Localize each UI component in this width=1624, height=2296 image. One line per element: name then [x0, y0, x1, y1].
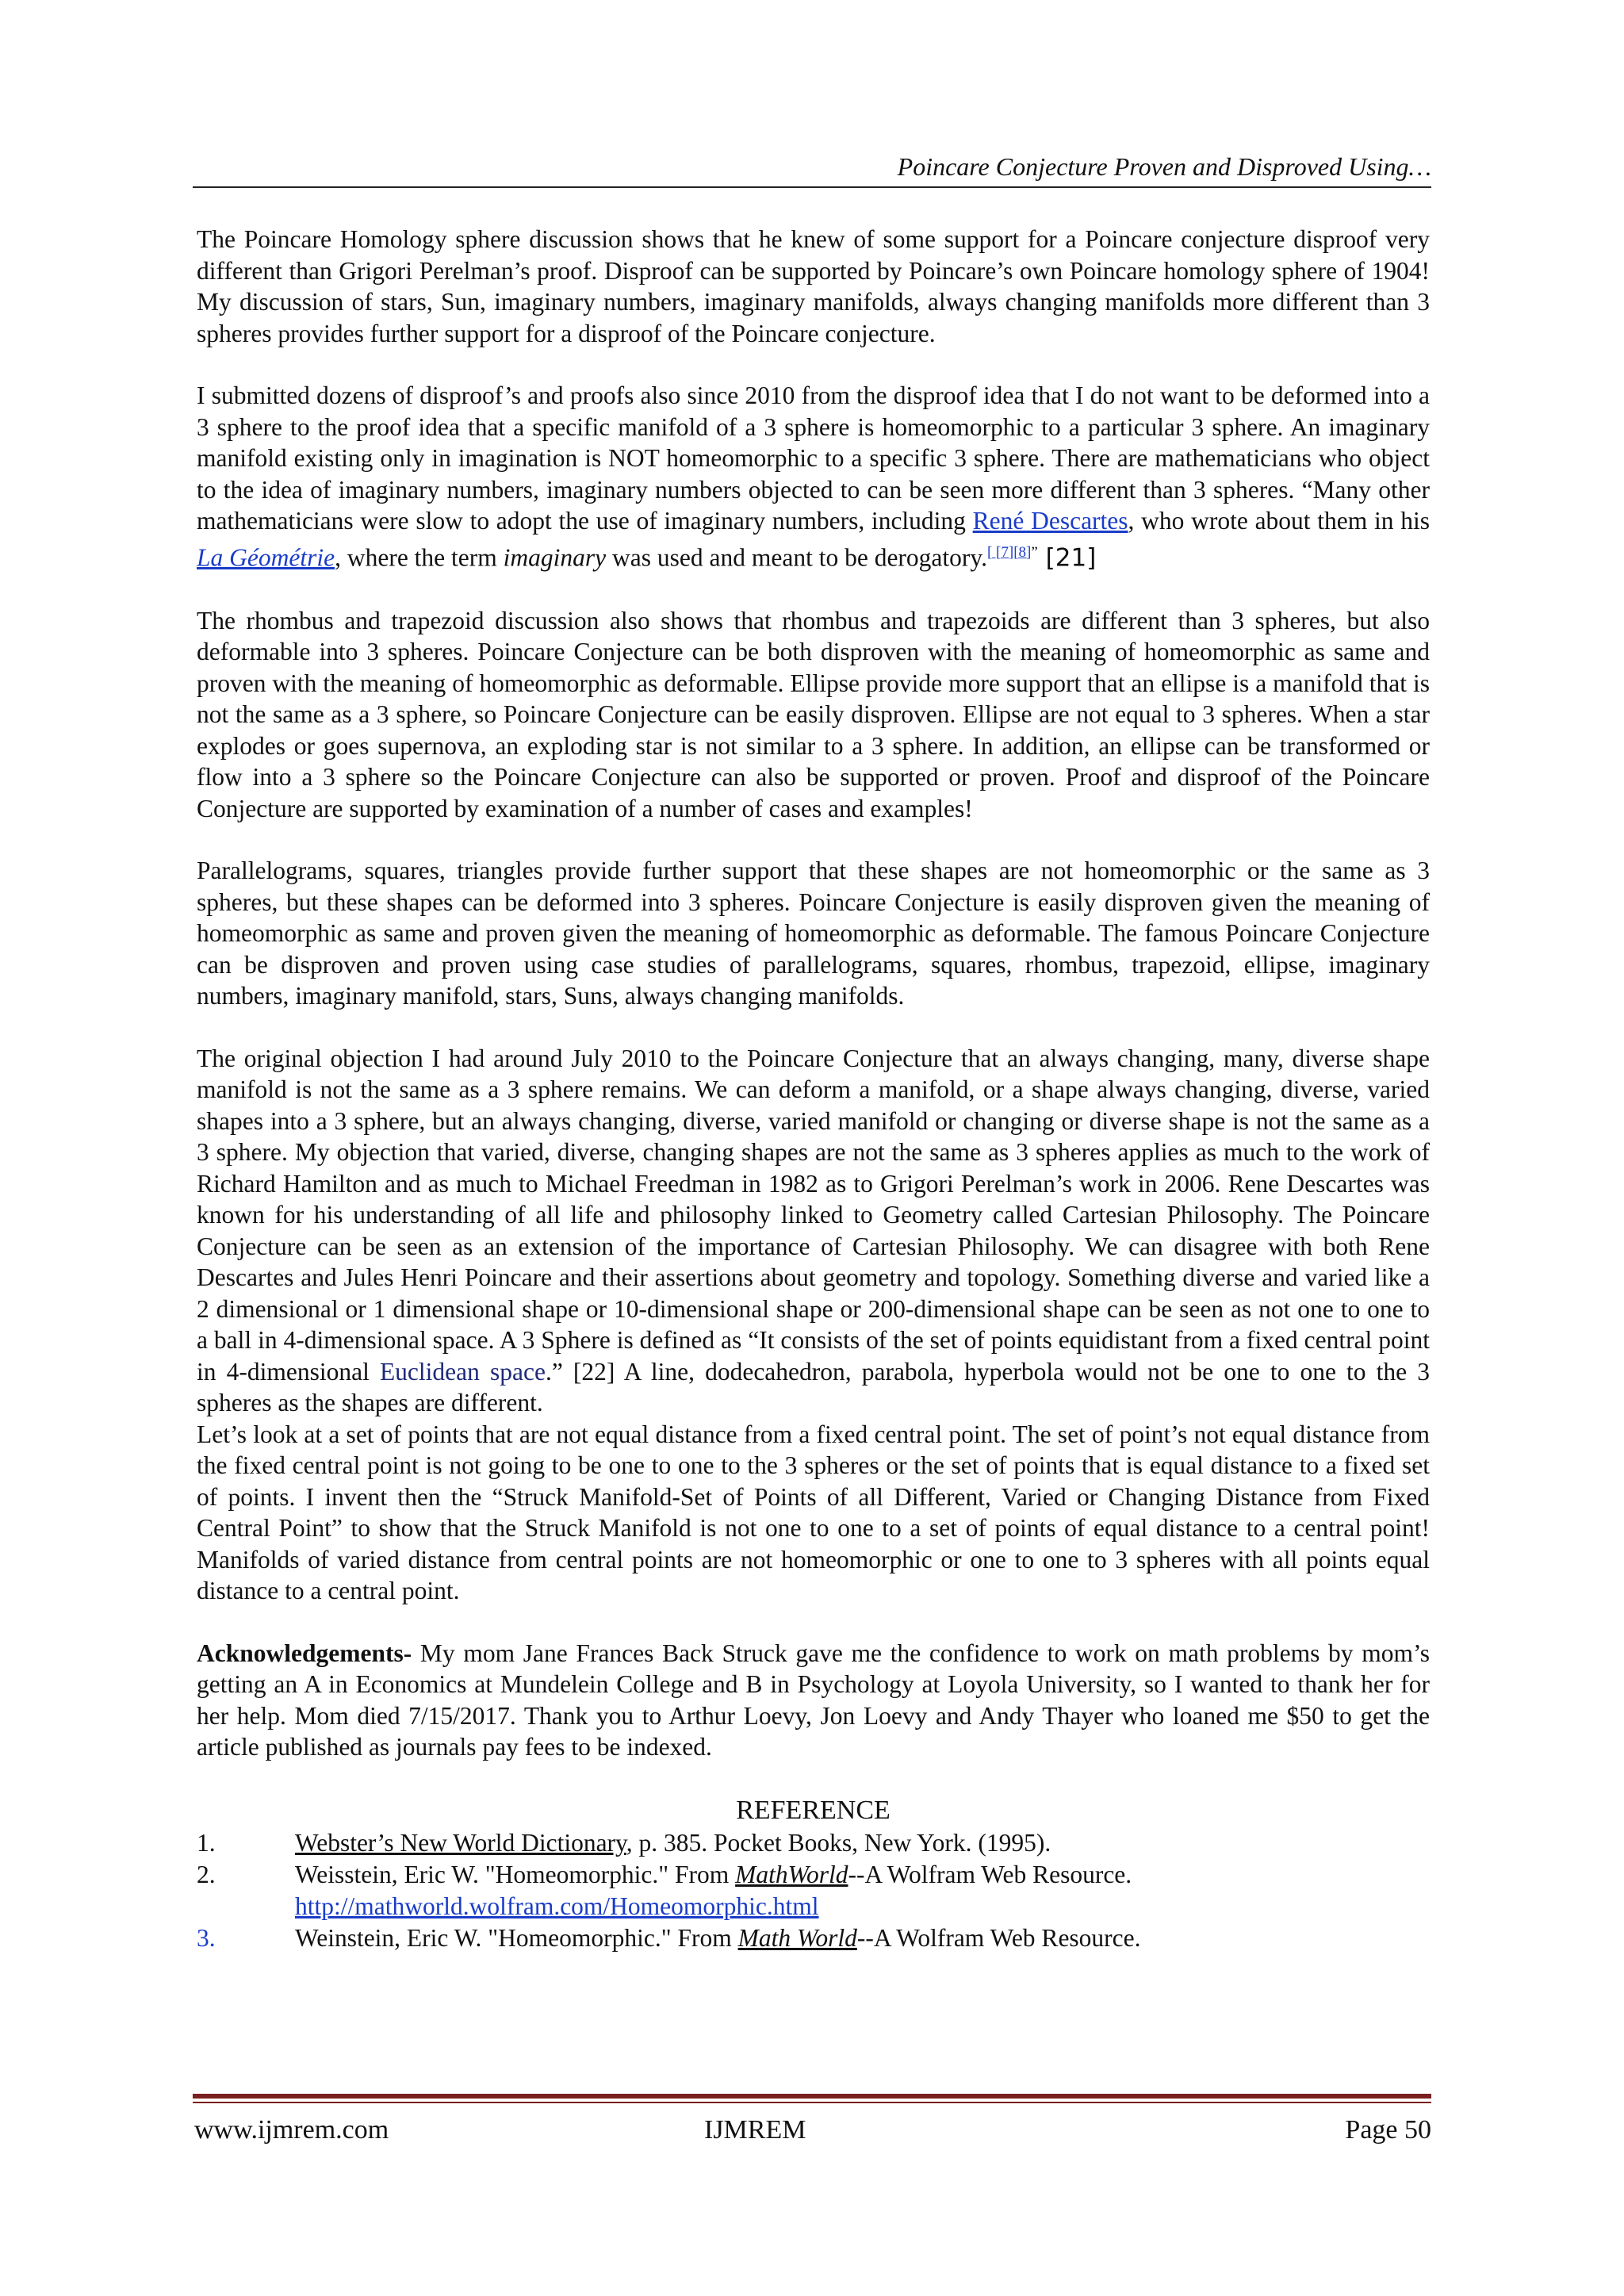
reference-heading: REFERENCE	[736, 1795, 891, 1825]
footer-journal: IJMREM	[704, 2115, 806, 2145]
closing-quote: ”	[1031, 543, 1038, 561]
footer-page-number: Page 50	[1345, 2115, 1431, 2145]
reference-list	[197, 1827, 1430, 1954]
header-rule	[193, 186, 1431, 188]
text-span: My mom Jane Frances Back Struck gave me the confidence to work on math problems by mom’s getting an A in Economics at Mundelein College and B in Psychology at Loyola University, so I wanted to thank her for her help. Mom died 7/15/2017. Thank you to Arthur Loevy, Jon Loevy and Andy Thayer who loaned me $50 to get the article published as journals pay fees to be indexed.	[197, 1639, 1430, 1761]
paragraph-rhombus: The rhombus and trapezoid discussion also shows that rhombus and trapezoids are different than 3 spheres, but also deformable into 3 spheres. Poincare Conjecture can be both disproven with the meaning of homeomorphic as same and proven with the meaning of homeomorphic as deformable. Ellipse provide more support that an ellipse is a manifold that is not the same as a 3 sphere, so Poincare Conjecture can be easily disproven. Ellipse are not equal to 3 spheres. When a star explodes or goes supernova, an exploding star is not similar to a 3 sphere. In addition, an ellipse can be transformed or flow into a 3 sphere so the Poincare Conjecture can also be supported or proven. Proof and disproof of the Poincare Conjecture are supported by examination of a number of cases and examples!	[197, 606, 1430, 822]
reference-text	[295, 1922, 1141, 1954]
text-span: was used and meant to be derogatory.	[606, 543, 987, 571]
footnote-link[interactable]: [ [7][8]	[986, 543, 1032, 561]
footer-website[interactable]: www.ijmrem.com	[194, 2115, 389, 2145]
article-body	[197, 224, 1430, 1954]
reference-item	[197, 1827, 1430, 1859]
citation-21: [21]	[1037, 543, 1097, 572]
reference-number: 3.	[197, 1923, 216, 1952]
text-span: , p. 385. Pocket Books, New York. (1995).	[626, 1828, 1051, 1857]
paragraph-struck-manifold: Let’s look at a set of points that are not equal distance from a fixed central point. The set of point’s not equal distance from the fixed central point is not going to be one to one to the 3 spheres or the set of points that is equal distance to a fixed set of points. I invent then the “Struck Manifold-Set of Points of all Different, Varied or Changing Distance from Fixed Central Point” to show that the Struck Manifold is not one to one to a set of points of equal distance to a central point! Manifolds of varied distance from central points are not homeomorphic or one to one to 3 spheres with all points equal distance to a central point.	[197, 1420, 1430, 1604]
reference-url[interactable]: http://mathworld.wolfram.com/Homeomorphic.html	[295, 1892, 819, 1920]
reference-number: 1.	[197, 1828, 216, 1857]
reference-text	[295, 1827, 1051, 1859]
footer-rule	[193, 2094, 1431, 2099]
page-footer	[193, 2113, 1431, 2148]
text-span: Weisstein, Eric W. "Homeomorphic." From	[295, 1860, 736, 1888]
text-span: I submitted dozens of disproof’s and proofs also since 2010 from the disproof idea that I do not want to be deformed into a 3 sphere to the proof idea that a specific manifold of a 3 sphere is homeomorphic to a particular 3 sphere. An imaginary manifold existing only in imagination is NOT homeomorphic to a specific 3 sphere. There are mathematicians who object to the idea of imaginary numbers, imaginary numbers objected to can be seen more different than 3 spheres. “Many other mathematicians were slow to adopt the use of imaginary numbers, including	[197, 381, 1430, 535]
text-span: The original objection I had around July 2010 to the Poincare Conjecture that an always changing, many, diverse shape manifold is not the same as a 3 sphere remains. We can deform a manifold, or a shape always changing, diverse, varied shapes into a 3 sphere, but an always changing, diverse, varied manifold or changing or diverse shape is not the same as a 3 sphere. My objection that varied, diverse, changing shapes are not the same as 3 spheres applies as much to the work of Richard Hamilton and as much to Michael Freedman in 1982 as to Grigori Perelman’s work in 2006. Rene Descartes was known for his understanding of all life and philosophy linked to Geometry called Cartesian Philosophy. The Poincare Conjecture can be seen as an extension of the importance of Cartesian Philosophy. We can disagree with both Rene Descartes and Jules Henri Poincare and their assertions about geometry and topology. Something diverse and varied like a 2 dimensional or 1 dimensional shape or 10-dimensional shape or 200-dimensional shape can be seen as not one to one to a ball in 4-dimensional space. A 3 Sphere is defined as “It consists of the set of points equidistant from a fixed central point in 4-dimensional	[197, 1044, 1430, 1386]
reference-number: 2.	[197, 1860, 216, 1888]
paragraph-imaginary	[197, 380, 1430, 574]
reference-title: Webster’s New World Dictionary	[295, 1828, 626, 1857]
text-span: , where the term	[335, 543, 504, 571]
link-rene-descartes[interactable]: René Descartes	[972, 507, 1128, 535]
paragraph-homology: The Poincare Homology sphere discussion shows that he knew of some support for a Poincare conjecture disproof very different than Grigori Perelman’s proof. Disproof can be supported by Poincare’s own Poincare homology sphere of 1904! My discussion of stars, Sun, imaginary numbers, imaginary manifolds, always changing manifolds more different than 3 spheres provides further support for a disproof of the Poincare conjecture.	[197, 225, 1430, 347]
paragraph-parallelograms: Parallelograms, squares, triangles provide further support that these shapes are not homeomorphic or the same as 3 spheres, but these shapes can be deformed into 3 spheres. Poincare Conjecture is easily disproven given the meaning of homeomorphic as same and proven given the meaning of homeomorphic as deformable. The famous Poincare Conjecture can be disproven and proven using case studies of parallelograms, squares, rhombus, trapezoid, ellipse, imaginary numbers, imaginary manifold, stars, Suns, always changing manifolds.	[197, 857, 1430, 1010]
paragraph-acknowledgements	[197, 1638, 1430, 1763]
footer-rule-thin	[193, 2102, 1431, 2103]
running-header: Poincare Conjecture Proven and Disproved Using…	[897, 152, 1431, 181]
reference-text	[295, 1859, 1132, 1922]
text-span: .” [22] A line, dodecahedron, parabola, hyperbola would not be one to one to the 3 spheres as the shapes are different.	[197, 1357, 1430, 1416]
link-euclidean-space[interactable]: Euclidean space	[379, 1357, 546, 1386]
reference-source: MathWorld	[735, 1860, 848, 1888]
text-span: --A Wolfram Web Resource.	[856, 1923, 1141, 1952]
paragraph-objection	[197, 1043, 1430, 1419]
acknowledgements-label: Acknowledgements-	[197, 1639, 412, 1667]
text-span: , who wrote about them in his	[1128, 507, 1430, 535]
text-span: --A Wolfram Web Resource.	[848, 1860, 1132, 1888]
emphasis-imaginary: imaginary	[503, 543, 607, 571]
link-la-geometrie[interactable]: La Géométrie	[197, 543, 335, 571]
text-span: Weinstein, Eric W. "Homeomorphic." From	[295, 1923, 738, 1952]
reference-item	[197, 1859, 1430, 1922]
reference-source: Math World	[737, 1923, 857, 1952]
reference-item	[197, 1922, 1430, 1954]
